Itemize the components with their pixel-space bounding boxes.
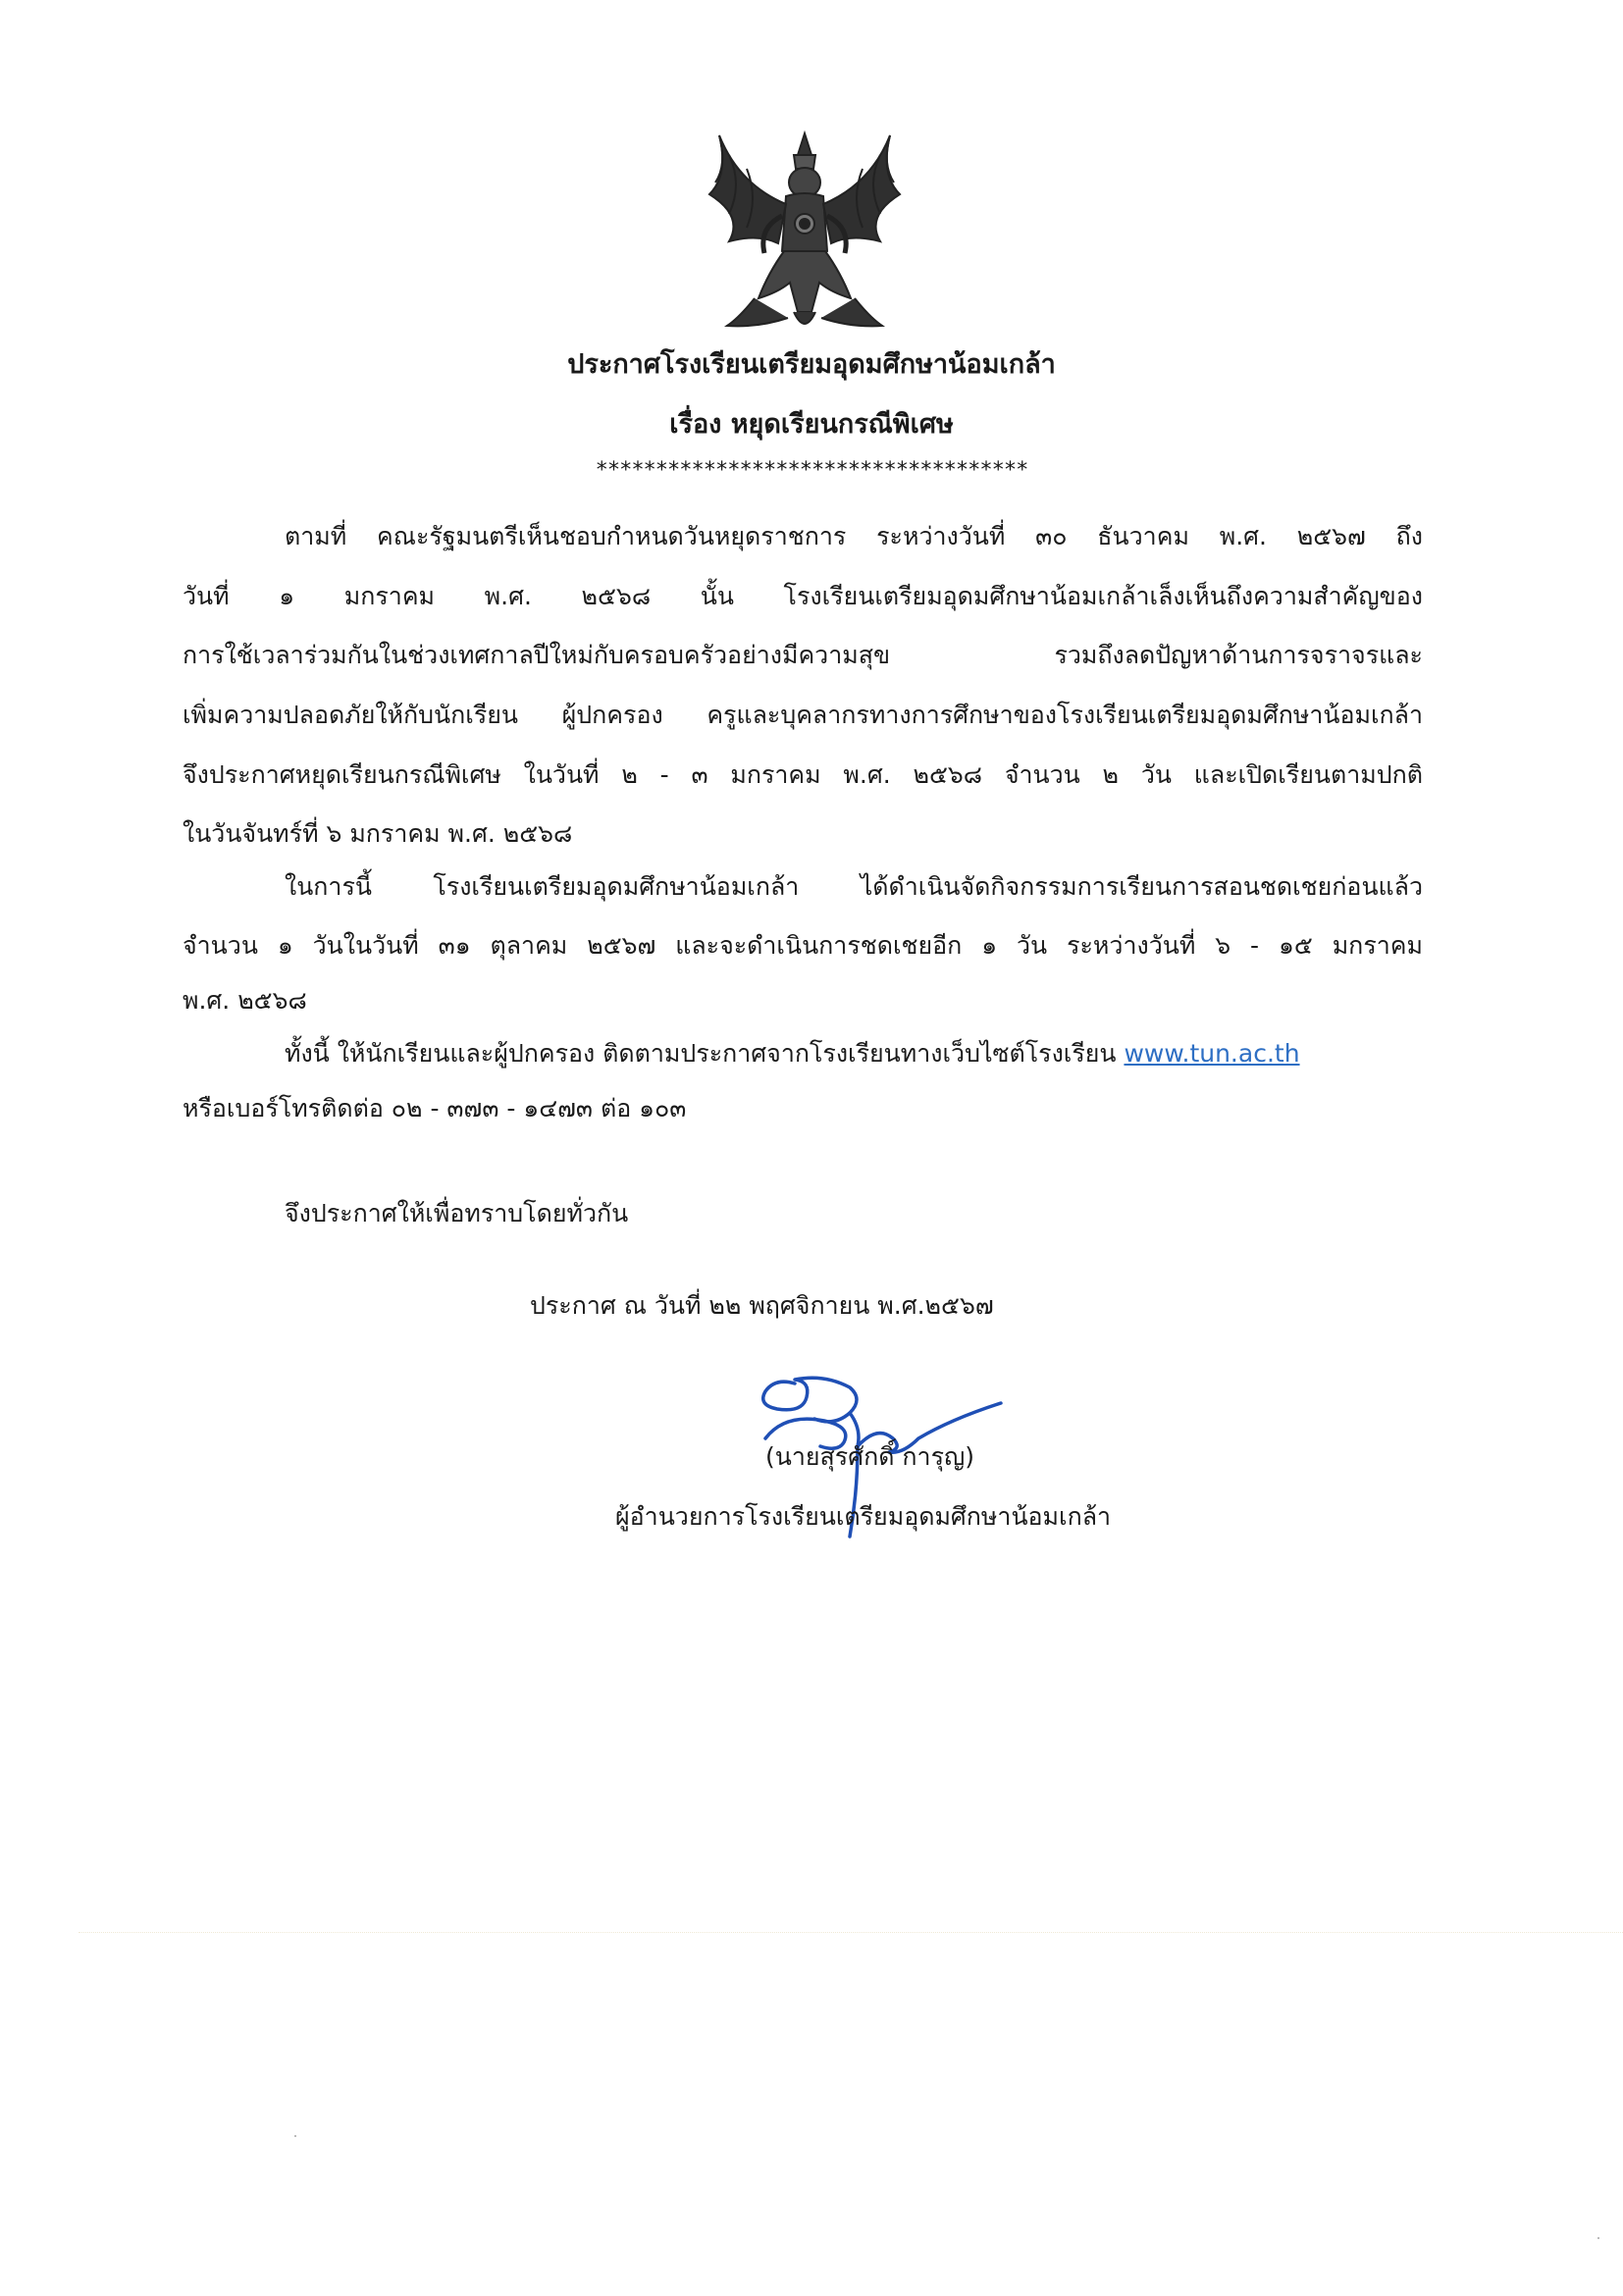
closing-statement: จึงประกาศให้เพื่อทราบโดยทั่วกัน	[285, 1199, 629, 1227]
paragraph-1-line-5: จึงประกาศหยุดเรียนกรณีพิเศษ ในวันที่ ๒ - ๓ มกราคม พ.ศ. ๒๕๖๘ จำนวน ๒ วัน และเปิดเรียนตามปกติ	[183, 760, 1423, 789]
scan-speck	[294, 2135, 296, 2137]
paragraph-3-line-2: หรือเบอร์โทรติดต่อ ๐๒ - ๓๗๓ - ๑๔๗๓ ต่อ ๑๐๓	[183, 1094, 687, 1122]
separator-line: ************************************	[595, 458, 1028, 483]
signer-name: (นายสุรศักดิ์ การุญ)	[765, 1442, 975, 1471]
paragraph-3-text: ทั้งนี้ ให้นักเรียนและผู้ปกครอง ติดตามประกาศจากโรงเรียนทางเว็บไซต์โรงเรียน	[285, 1039, 1125, 1068]
paragraph-1-line-3: การใช้เวลาร่วมกันในช่วงเทศกาลปีใหม่กับครอบครัวอย่างมีความสุข รวมถึงลดปัญหาด้านการจราจรและ	[183, 641, 1423, 669]
paragraph-2-line-2: จำนวน ๑ วันในวันที่ ๓๑ ตุลาคม ๒๕๖๗ และจะดำเนินการชดเชยอีก ๑ วัน ระหว่างวันที่ ๖ - ๑๕ มกราคม	[183, 931, 1423, 960]
announcement-subject: เรื่อง หยุดเรียนกรณีพิเศษ	[669, 409, 954, 440]
scan-speck	[1597, 2237, 1599, 2239]
paragraph-3-line-1	[285, 1034, 1423, 1073]
paragraph-1-line-4: เพิ่มความปลอดภัยให้กับนักเรียน ผู้ปกครอง ครูและบุคลากรทางการศึกษาของโรงเรียนเตรียมอุดมศึกษาน้อมเกล้า	[183, 701, 1423, 729]
paragraph-1-line-6: ในวันจันทร์ที่ ๖ มกราคม พ.ศ. ๒๕๖๘	[183, 819, 573, 848]
paragraph-2-line-1: ในการนี้ โรงเรียนเตรียมอุดมศึกษาน้อมเกล้า ได้ดำเนินจัดกิจกรรมการเรียนการสอนชดเชยก่อนแล้ว	[285, 872, 1423, 901]
paragraph-1-line-1: ตามที่ คณะรัฐมนตรีเห็นชอบกำหนดวันหยุดราชการ ระหว่างวันที่ ๓๐ ธันวาคม พ.ศ. ๒๕๖๗ ถึง	[285, 522, 1423, 550]
signer-position: ผู้อำนวยการโรงเรียนเตรียมอุดมศึกษาน้อมเกล้า	[615, 1502, 1112, 1531]
garuda-emblem-icon	[700, 126, 910, 339]
announcement-date: ประกาศ ณ วันที่ ๒๒ พฤศจิกายน พ.ศ.๒๕๖๗	[530, 1291, 994, 1320]
paragraph-1-line-2: วันที่ ๑ มกราคม พ.ศ. ๒๕๖๘ นั้น โรงเรียนเตรียมอุดมศึกษาน้อมเกล้าเล็งเห็นถึงความสำคัญของ	[183, 582, 1423, 610]
announcement-title: ประกาศโรงเรียนเตรียมอุดมศึกษาน้อมเกล้า	[567, 349, 1056, 380]
scan-artifact-line	[79, 1932, 1623, 1934]
paragraph-2-line-3: พ.ศ. ๒๕๖๘	[183, 986, 307, 1015]
school-website-link[interactable]: www.tun.ac.th	[1124, 1039, 1300, 1068]
